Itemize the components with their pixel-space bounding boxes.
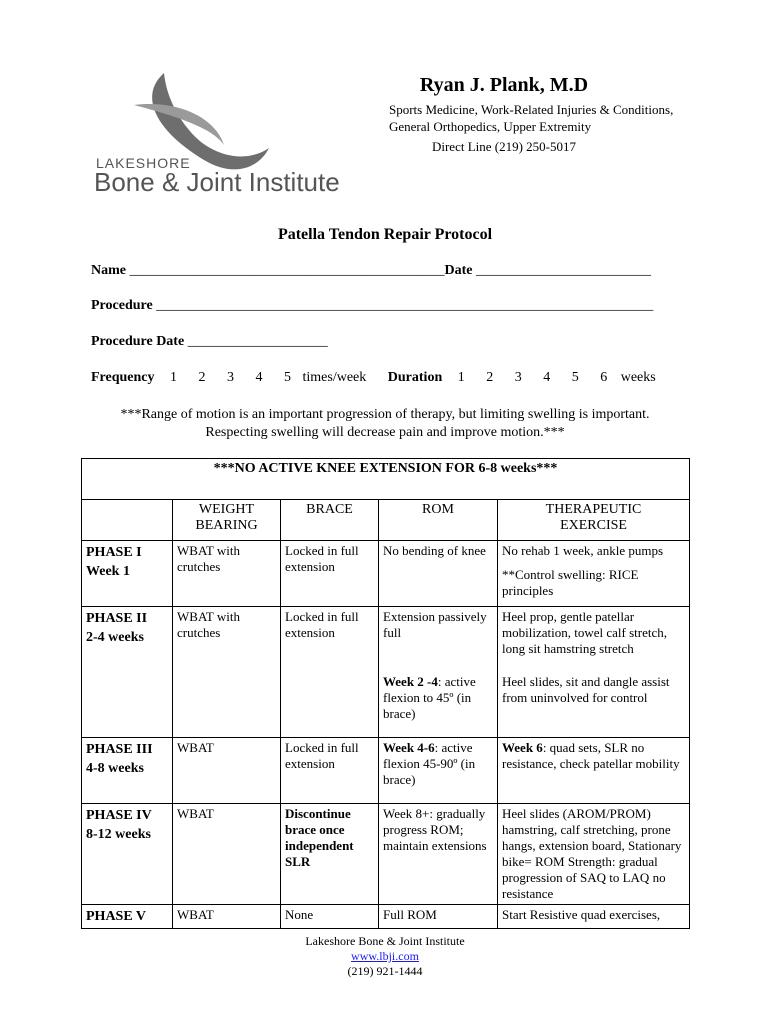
logo-small-text: LAKESHORE [96,155,191,171]
header-weight-bearing-line1: WEIGHT [198,502,255,517]
procedure-field[interactable]: _______________________________________________________________________ [156,298,654,313]
rom-cell [379,738,498,804]
rom-cell: No bending of knee [379,541,498,607]
frequency-label: Frequency [91,370,155,385]
header-weight-bearing [173,500,281,541]
page-title: Patella Tendon Repair Protocol [277,226,493,243]
footer-website-wrap [0,949,770,964]
frequency-option[interactable]: 5 [284,370,292,385]
frequency-option[interactable]: 3 [227,370,235,385]
exercise-text: No rehab 1 week, ankle pumps [502,543,664,558]
footer-phone: (219) 921-1444 [347,964,423,978]
phase-name: PHASE I [86,545,142,560]
duration-option[interactable]: 2 [486,370,494,385]
header-phase [82,500,173,541]
table-header-row [82,500,690,541]
table-row [82,607,690,672]
footer-website-link[interactable]: www.lbji.com [351,949,419,963]
procedure-row [91,298,653,314]
rom-week-label: Week 4-6 [383,740,435,755]
phase-name: PHASE III [86,742,153,757]
table-row [82,738,690,804]
brace-cell: Locked in full extension [281,541,379,607]
table-row [82,672,690,738]
phase-weeks: 2-4 weeks [86,630,144,645]
weight-bearing-cell-empty [173,672,281,738]
phase-weeks: 4-8 weeks [86,761,144,776]
table-row [82,905,690,929]
rom-cell: Full ROM [379,905,498,929]
rom-cell [379,672,498,738]
rom-text: : active flexion to 45º (in brace) [383,673,476,721]
procedure-label: Procedure [91,298,153,313]
procedure-date-row [91,334,328,350]
doctor-specialty-line1: Sports Medicine, Work-Related Injuries & Conditions, [389,102,674,117]
table-row [82,541,690,607]
brace-cell-empty [281,672,379,738]
table-row [82,804,690,905]
header-rom: ROM [379,500,498,541]
duration-option[interactable]: 1 [457,370,465,385]
weight-bearing-cell: WBAT [173,905,281,929]
brace-cell: None [281,905,379,929]
frequency-option[interactable]: 1 [170,370,178,385]
exercise-cell: Start Resistive quad exercises, [498,905,690,929]
exercise-week-label: Week 6 [502,740,543,755]
phase-label-empty [82,672,173,738]
header-weight-bearing-line2: BEARING [195,518,258,533]
phase-label [82,541,173,607]
weight-bearing-cell: WBAT with crutches [173,541,281,607]
doctor-direct-line: Direct Line (219) 250-5017 [431,139,577,154]
note-line1: ***Range of motion is an important progression of therapy, but limiting swelling is important. [120,407,650,422]
exercise-note: **Control swelling: RICE principles [502,567,639,598]
logo-main-text: Bone & Joint Institute [94,167,340,197]
phase-name: PHASE II [86,611,148,626]
header-exercise-line1: THERAPEUTIC [545,502,642,517]
header-brace: BRACE [281,500,379,541]
frequency-option[interactable]: 4 [255,370,263,385]
phase-name: PHASE V [86,909,147,924]
phase-name: PHASE IV [86,808,152,823]
table-banner: ***NO ACTIVE KNEE EXTENSION FOR 6-8 weeks*** [82,459,690,500]
weight-bearing-cell: WBAT with crutches [173,607,281,672]
duration-option[interactable]: 3 [514,370,522,385]
phase-weeks: Week 1 [86,564,130,579]
brace-cell: Discontinue brace once independent SLR [281,804,379,905]
doctor-name: Ryan J. Plank, M.D [419,74,589,96]
table-banner-row [82,459,690,500]
weight-bearing-cell: WBAT [173,738,281,804]
footer-org: Lakeshore Bone & Joint Institute [305,934,465,948]
date-field[interactable]: _________________________ [476,263,651,278]
exercise-cell [498,541,690,607]
doctor-specialty-line2: General Orthopedics, Upper Extremity [389,119,592,134]
frequency-option[interactable]: 2 [198,370,206,385]
name-label: Name [91,263,126,278]
phase-label [82,738,173,804]
duration-option[interactable]: 5 [571,370,579,385]
duration-unit: weeks [620,370,656,385]
exercise-cell [498,738,690,804]
exercise-cell: Heel slides (AROM/PROM) hamstring, calf stretching, prone hangs, extension board, Stationary bike= ROM Strength: gradual progression of SAQ to LAQ no resistance [498,804,690,905]
rom-cell: Week 8+: gradually progress ROM; maintain extensions [379,804,498,905]
procedure-date-label: Procedure Date [91,334,185,349]
exercise-cell: Heel slides, sit and dangle assist from uninvolved for control [498,672,690,738]
protocol-table [81,458,690,929]
duration-option[interactable]: 6 [600,370,608,385]
weight-bearing-cell: WBAT [173,804,281,905]
duration-label: Duration [387,370,443,385]
brace-cell: Locked in full extension [281,607,379,672]
brace-cell: Locked in full extension [281,738,379,804]
rom-cell: Extension passively full [379,607,498,672]
frequency-duration-row [91,370,656,386]
rom-week-label: Week 2 -4 [383,673,438,689]
note-line2: Respecting swelling will decrease pain and improve motion.*** [205,425,565,440]
exercise-text: : quad sets, SLR no resistance, check patellar mobility [502,740,680,771]
header-exercise [498,500,690,541]
phase-label [82,905,173,929]
name-field[interactable]: _____________________________________________ [129,263,445,278]
phase-label [82,804,173,905]
header-exercise-line2: EXERCISE [560,518,627,533]
date-label: Date [444,263,473,278]
duration-option[interactable]: 4 [543,370,551,385]
rom-text: : active flexion 45-90º (in brace) [383,740,476,787]
frequency-unit: times/week [302,370,367,385]
exercise-cell: Heel prop, gentle patellar mobilization, towel calf stretch, long sit hamstring stretch [498,607,690,672]
phase-label [82,607,173,672]
procedure-date-field[interactable]: ____________________ [187,334,328,349]
phase-weeks: 8-12 weeks [86,827,151,842]
name-date-row [91,263,651,279]
